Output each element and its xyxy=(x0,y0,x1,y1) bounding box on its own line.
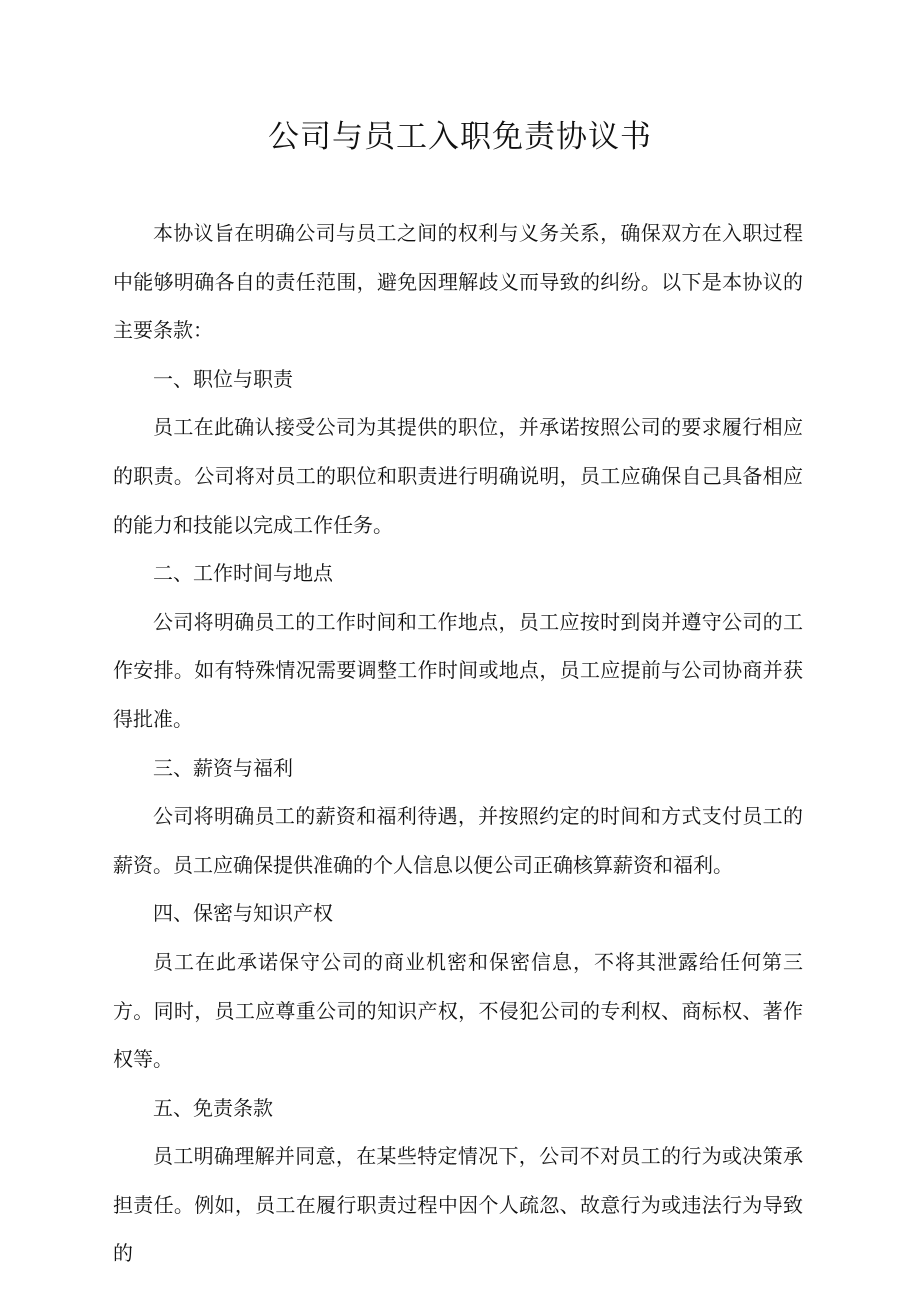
section-heading-confidentiality: 四、保密与知识产权 xyxy=(153,901,333,926)
section-heading-disclaimer: 五、免责条款 xyxy=(153,1095,273,1120)
section-body-work-time: 公司将明确员工的工作时间和工作地点，员工应按时到岗并遵守公司的工作安排。如有特殊情况需要调整工作时间或地点，员工应提前与公司协商并获得批准。 xyxy=(113,609,803,731)
section-body-salary: 公司将明确员工的薪资和福利待遇，并按照约定的时间和方式支付员工的薪资。员工应确保提供准确的个人信息以便公司正确核算薪资和福利。 xyxy=(113,804,803,877)
section-heading-position: 一、职位与职责 xyxy=(153,366,293,391)
section-body-position: 员工在此确认接受公司为其提供的职位，并承诺按照公司的要求履行相应的职责。公司将对员工的职位和职责进行明确说明，员工应确保自己具备相应的能力和技能以完成工作任务。 xyxy=(113,415,803,537)
section-body-disclaimer: 员工明确理解并同意，在某些特定情况下，公司不对员工的行为或决策承担责任。例如，员工在履行职责过程中因个人疏忽、故意行为或违法行为导致的 xyxy=(113,1144,803,1266)
section-heading-salary: 三、薪资与福利 xyxy=(153,755,293,780)
intro-paragraph: 本协议旨在明确公司与员工之间的权利与义务关系，确保双方在入职过程中能够明确各自的责任范围，避免因理解歧义而导致的纠纷。以下是本协议的主要条款： xyxy=(113,221,803,343)
section-body-confidentiality: 员工在此承诺保守公司的商业机密和保密信息，不将其泄露给任何第三方。同时，员工应尊重公司的知识产权，不侵犯公司的专利权、商标权、著作权等。 xyxy=(113,949,803,1072)
document-title: 公司与员工入职免责协议书 xyxy=(268,119,652,155)
section-heading-work-time: 二、工作时间与地点 xyxy=(153,561,333,586)
document-body xyxy=(113,209,803,1278)
